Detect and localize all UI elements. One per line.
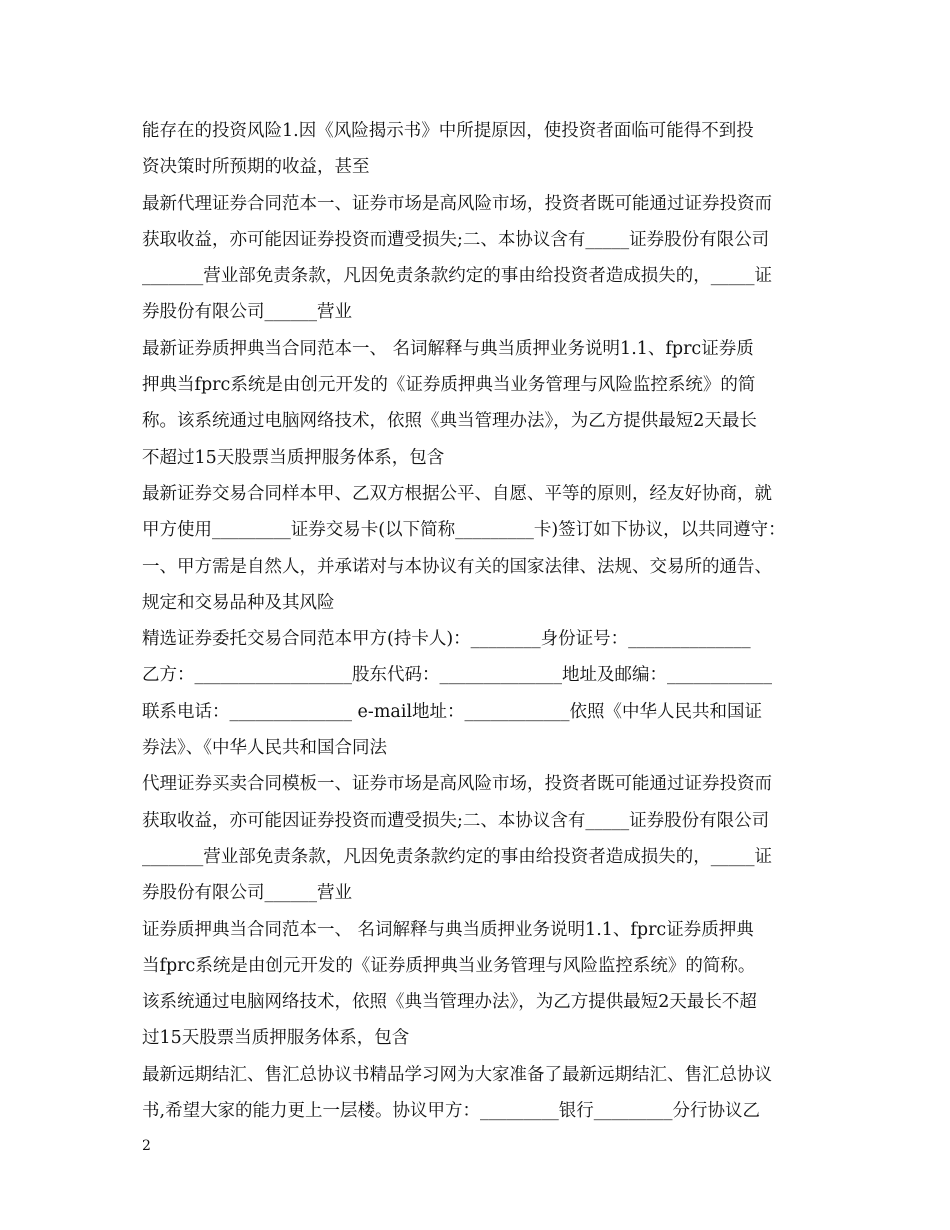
page-number: 2 xyxy=(142,1138,151,1154)
text-line: 不超过15天股票当质押服务体系，包含 xyxy=(142,447,445,468)
text-line: 证券质押典当合同范本一、 名词解释与典当质押业务说明1.1、fprc证券质押典 xyxy=(142,919,754,940)
text-line: 规定和交易品种及其风险 xyxy=(142,592,335,613)
text-line: 乙方：__________________股东代码：______________地址及邮编：____________ xyxy=(142,665,772,686)
text-line: 最新证券交易合同样本甲、乙双方根据公平、自愿、平等的原则，经友好协商，就 xyxy=(142,483,772,504)
text-line: 一、甲方需是自然人，并承诺对与本协议有关的国家法律、法规、交易所的通告、 xyxy=(142,556,772,577)
text-line: 押典当fprc系统是由创元开发的《证券质押典当业务管理与风险监控系统》的简 xyxy=(142,375,756,396)
text-line: 联系电话：______________ e-mail地址：____________依照《中华人民共和国证 xyxy=(142,701,763,722)
text-line: 称。该系统通过电脑网络技术，依照《典当管理办法》，为乙方提供最短2天最长 xyxy=(142,411,757,432)
text-line: 能存在的投资风险1.因《风险揭示书》中所提原因，使投资者面临可能得不到投 xyxy=(142,121,754,141)
text-line: 该系统通过电脑网络技术，依照《典当管理办法》，为乙方提供最短2天最长不超 xyxy=(142,992,757,1013)
text-line: 甲方使用_________证券交易卡(以下简称_________卡)签订如下协议，以共同遵守： xyxy=(142,520,786,541)
text-line: 最新证券质押典当合同范本一、 名词解释与典当质押业务说明1.1、fprc证券质 xyxy=(142,338,754,359)
text-line: 精选证券委托交易合同范本甲方(持卡人)：________身份证号：______________ xyxy=(142,629,751,650)
text-line: 最新远期结汇、售汇总协议书精品学习网为大家准备了最新远期结汇、售汇总协议 xyxy=(142,1064,772,1085)
text-line: 获取收益，亦可能因证券投资而遭受损失;二、本协议含有_____证券股份有限公司 xyxy=(142,229,770,250)
text-line: 券法》、《中华人民共和国合同法 xyxy=(142,738,387,759)
text-line: 过15天股票当质押服务体系，包含 xyxy=(142,1028,410,1049)
text-line: 当fprc系统是由创元开发的《证券质押典当业务管理与风险监控系统》的简称。 xyxy=(142,955,756,976)
text-line: 资决策时所预期的收益，甚至 xyxy=(142,157,370,178)
text-line: _______营业部免责条款，凡因免责条款约定的事由给投资者造成损失的，_____证 xyxy=(142,846,772,867)
text-line: 书,希望大家的能力更上一层楼。协议甲方：_________银行_________分行协议乙 xyxy=(142,1101,761,1122)
text-line: 券股份有限公司______营业 xyxy=(142,883,352,904)
document-body xyxy=(142,113,818,1129)
text-line: 代理证券买卖合同模板一、证券市场是高风险市场，投资者既可能通过证券投资而 xyxy=(142,774,772,795)
text-line: 最新代理证券合同范本一、证券市场是高风险市场，投资者既可能通过证券投资而 xyxy=(142,193,772,214)
text-line: _______营业部免责条款，凡因免责条款约定的事由给投资者造成损失的，_____证 xyxy=(142,266,772,287)
text-line: 获取收益，亦可能因证券投资而遭受损失;二、本协议含有_____证券股份有限公司 xyxy=(142,810,770,831)
text-line: 券股份有限公司______营业 xyxy=(142,302,352,323)
